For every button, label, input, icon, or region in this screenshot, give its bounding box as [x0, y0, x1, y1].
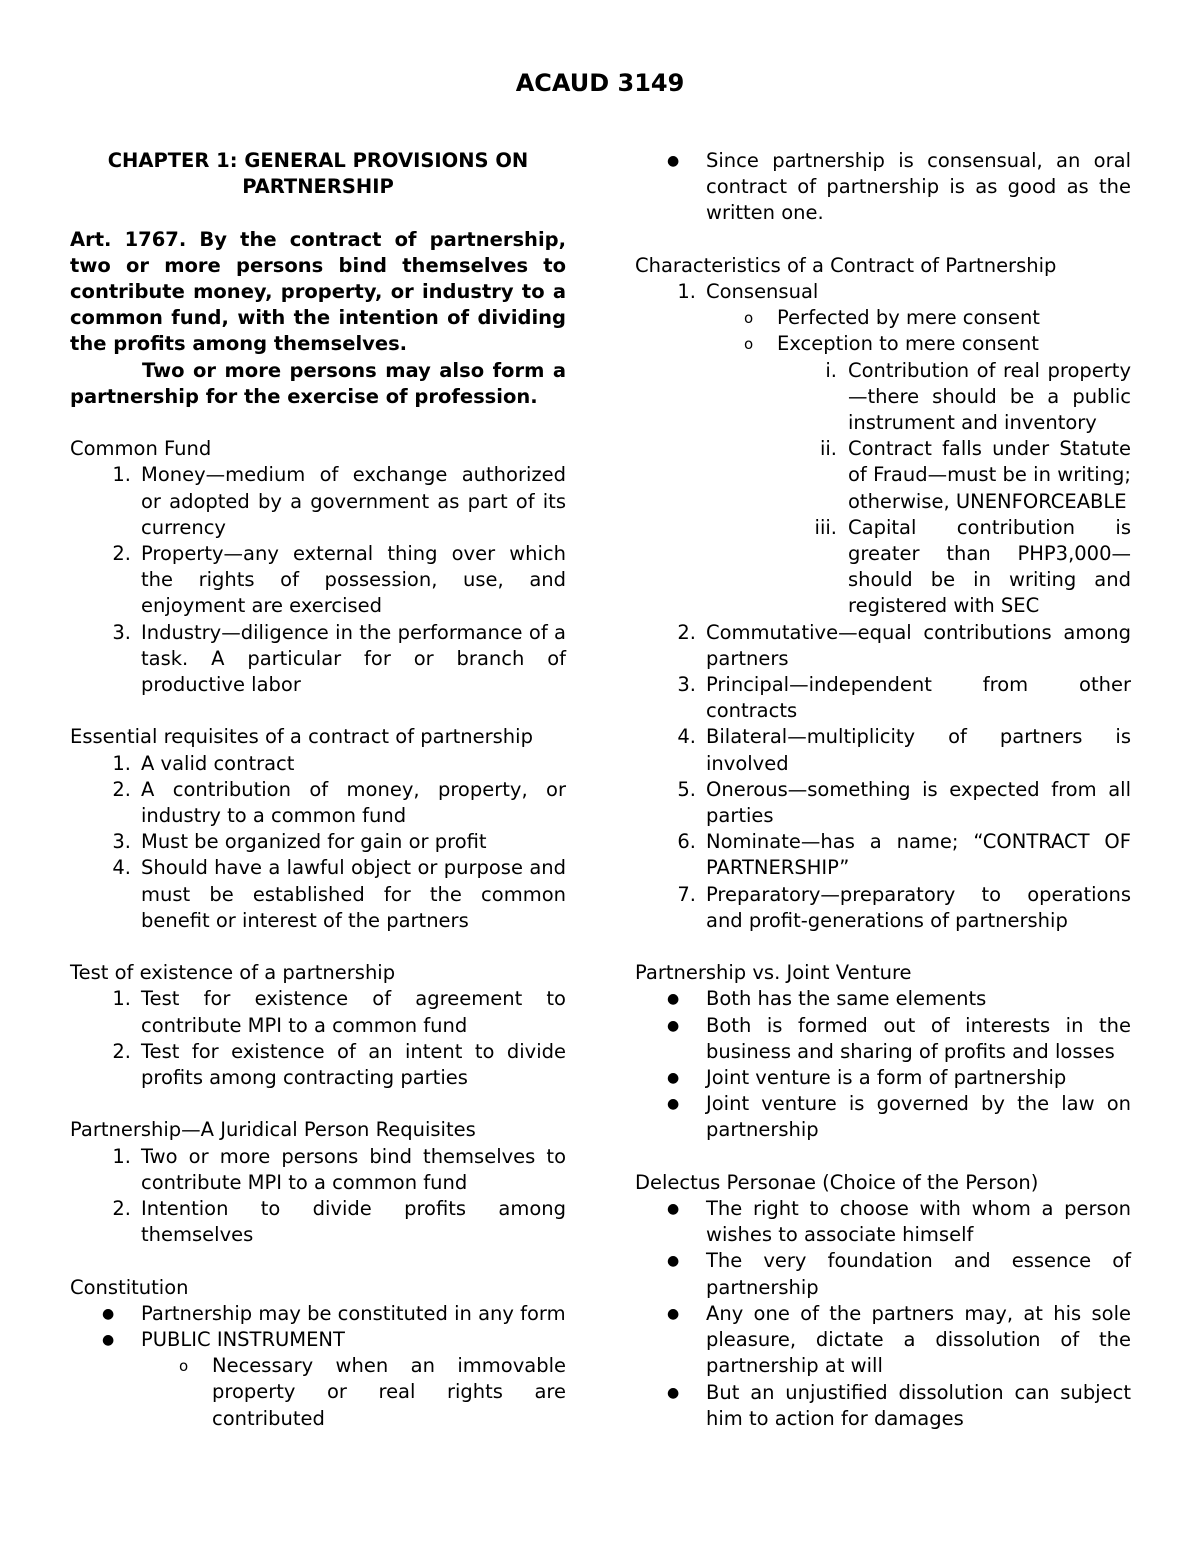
- section-heading-common-fund: Common Fund: [70, 437, 212, 461]
- list-item: 2. Intention to divide profits among themselves: [112, 1197, 566, 1247]
- section-heading-test-of-existence: Test of existence of a partnership: [70, 961, 396, 985]
- section-heading-characteristics: Characteristics of a Contract of Partnership: [635, 253, 1057, 277]
- list-item: 5. Onerous—something is expected from all parties: [677, 777, 1131, 828]
- bullet-icon: ●: [667, 1070, 680, 1087]
- list-item: ● Any one of the partners may, at his sole pleasure, dictate a dissolution of the partnership at will: [667, 1301, 1131, 1378]
- list-item: 7. Preparatory—preparatory to operations and profit-generations of partnership: [677, 882, 1131, 932]
- document-title: ACAUD 3149: [515, 69, 685, 97]
- bullet-icon: ●: [102, 1305, 115, 1322]
- list-item: 2. Test for existence of an intent to divide profits among contracting parties: [112, 1039, 566, 1090]
- list-item: 3. Principal—independent from other contracts: [677, 673, 1131, 723]
- bullet-icon: ●: [102, 1332, 115, 1349]
- joint-venture-list: [635, 986, 1131, 1143]
- list-item: ● Since partnership is consensual, an oral contract of partnership is as good as the written one.: [667, 149, 1131, 225]
- chapter-heading: [70, 148, 566, 200]
- list-item: ● The very foundation and essence of partnership: [667, 1249, 1131, 1299]
- bullet-icon: ●: [667, 1253, 680, 1270]
- list-item: ● Both is formed out of interests in the business and sharing of profits and losses: [667, 1013, 1131, 1063]
- article-1767-second-paragraph: Two or more persons may also form a partnership for the exercise of profession.: [70, 358, 566, 408]
- list-item: 1. Consensual o Perfected by mere consent o Exception to mere consent i. Contribution of real property—there should be a public instrument and inventory ii. Contract falls under Statute of Fraud—must be in writing; otherwise, UNENFORCEABLE iii. Capital contribution is greater than PHP3,000—should be in writing and registered with SEC: [635, 279, 1131, 620]
- left-column: [70, 148, 566, 1432]
- list-item: ● The right to choose with whom a person wishes to associate himself: [667, 1197, 1131, 1247]
- section-heading-juridical-person: Partnership—A Juridical Person Requisites: [70, 1118, 476, 1142]
- chapter-heading-line2: PARTNERSHIP: [242, 175, 394, 199]
- sub-bullet-icon: o: [744, 309, 754, 328]
- list-item: i. Contribution of real property—there should be a public instrument and inventory: [825, 358, 1131, 435]
- list-item: ● Partnership may be constituted in any form: [70, 1301, 566, 1327]
- sub-bullet-icon: o: [179, 1357, 189, 1376]
- delectus-personae-list: [635, 1196, 1131, 1432]
- list-item: 3. Industry—diligence in the performance of a task. A particular for or branch of productive labor: [112, 620, 566, 697]
- list-item: o Exception to mere consent i. Contribution of real property—there should be a public instrument and inventory ii. Contract falls under Statute of Fraud—must be in writing; otherwise, UNENFORCEABLE iii. Capital contribution is greater than PHP3,000—should be in writing and registered with SEC: [706, 331, 1131, 619]
- bullet-icon: ●: [667, 991, 680, 1008]
- list-item: 2. Property—any external thing over which the rights of possession, use, and enjoyment are exercised: [112, 542, 566, 618]
- list-item: ii. Contract falls under Statute of Fraud—must be in writing; otherwise, UNENFORCEABLE: [819, 437, 1131, 513]
- list-item: o Necessary when an immovable property or real rights are contributed: [179, 1354, 566, 1430]
- bullet-icon: ●: [667, 153, 680, 169]
- bullet-icon: ●: [667, 1384, 680, 1401]
- list-item: 1. Test for existence of agreement to contribute MPI to a common fund: [112, 987, 566, 1037]
- list-item: ● But an unjustified dissolution can subject him to action for damages: [667, 1380, 1131, 1430]
- list-item: ● Joint venture is governed by the law on partnership: [667, 1092, 1131, 1142]
- bullet-icon: ●: [667, 1305, 680, 1322]
- consensual-sub-list: [706, 305, 1131, 619]
- constitution-list: [70, 1301, 566, 1432]
- list-item: 1. A valid contract: [112, 751, 295, 775]
- common-fund-list: [70, 462, 566, 698]
- constitution-list-continued: [635, 148, 1131, 227]
- list-item: o Perfected by mere consent: [706, 305, 1131, 331]
- article-1767: Art. 1767. By the contract of partnership, two or more persons bind themselves to contribute money, property, or industry to a common fund, with the intention of dividing the profits among themselves.: [70, 227, 566, 356]
- section-heading-joint-venture: Partnership vs. Joint Venture: [635, 961, 912, 985]
- section-heading-essential-requisites: Essential requisites of a contract of partnership: [70, 725, 533, 749]
- list-item: ● Both has the same elements: [635, 986, 1131, 1012]
- bullet-icon: ●: [667, 1096, 680, 1113]
- juridical-person-list: [70, 1144, 566, 1249]
- list-item: 6. Nominate—has a name; “CONTRACT OF PARTNERSHIP”: [677, 830, 1131, 880]
- test-of-existence-list: [70, 986, 566, 1091]
- section-heading-delectus-personae: Delectus Personae (Choice of the Person): [635, 1170, 1039, 1194]
- list-item: ● Joint venture is a form of partnership: [635, 1065, 1131, 1091]
- list-item: 3. Must be organized for gain or profit: [112, 830, 487, 854]
- list-item: 4. Bilateral—multiplicity of partners is involved: [677, 725, 1131, 775]
- list-item: 2. Commutative—equal contributions among partners: [677, 620, 1131, 670]
- chapter-heading-line1: CHAPTER 1: GENERAL PROVISIONS ON: [107, 149, 529, 172]
- characteristics-list: [635, 279, 1131, 934]
- list-item: ● PUBLIC INSTRUMENT o Necessary when an immovable property or real rights are contributed: [70, 1327, 566, 1432]
- exception-roman-list: [777, 358, 1131, 620]
- list-item: 1. Two or more persons bind themselves to contribute MPI to a common fund: [112, 1144, 566, 1194]
- list-item: 2. A contribution of money, property, or industry to a common fund: [112, 777, 566, 828]
- list-item: 4. Should have a lawful object or purpose and must be established for the common benefit or interest of the partners: [112, 856, 566, 932]
- section-heading-constitution: Constitution: [70, 1275, 189, 1299]
- bullet-icon: ●: [667, 1017, 680, 1034]
- right-column: [635, 148, 1131, 1432]
- bullet-icon: ●: [667, 1201, 680, 1218]
- list-item: iii. Capital contribution is greater than PHP3,000—should be in writing and registered with SEC: [814, 515, 1131, 618]
- constitution-sub-list: [141, 1353, 566, 1432]
- essential-requisites-list: [70, 751, 566, 934]
- sub-bullet-icon: o: [744, 335, 754, 354]
- list-item: 1. Money—medium of exchange authorized or adopted by a government as part of its currency: [112, 463, 566, 539]
